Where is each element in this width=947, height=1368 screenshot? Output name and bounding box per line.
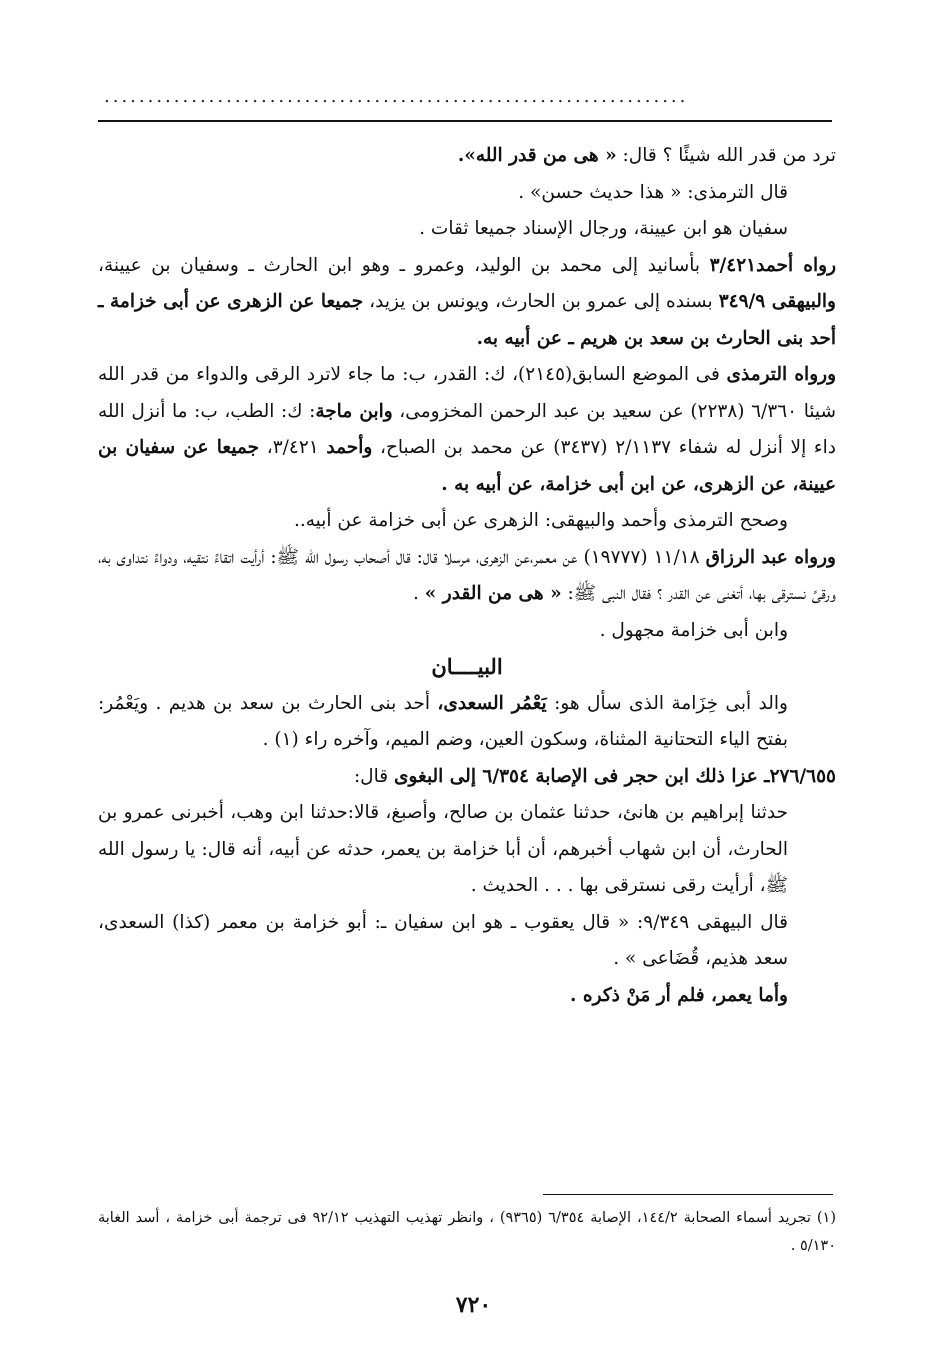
paragraph-11: حدثنا إبراهيم بن هانئ، حدثنا عثمان بن صالح، وأصبغ، قالا:حدثنا ابن وهب، أخبرنى عمرو بن الحارث، أن ابن شهاب أخبرهم، أن أبا خزامة بن يعمر، حدثه عن أبيه، أنه قال: يا رسول الله ﷺ، أرأيت رقى نسترقى بها . . . الحديث . — [98, 802, 788, 896]
paragraph-8: وابن أبى خزامة مجهول . — [599, 619, 788, 641]
page-number: ٧٢٠ — [455, 1292, 492, 1318]
header-dotted-line: ................................................................... — [104, 86, 689, 107]
paragraph-12: قال البيهقى ٩/٣٤٩: « قال يعقوب ـ هو ابن سفيان ـ: أبو خزامة بن معمر (كذا) السعدى، سعد هذيم، قُضَاعى » . — [98, 911, 789, 969]
header-rule — [98, 120, 832, 122]
paragraph-7: ورواه عبد الرزاق ١١/١٨ (١٩٧٧٧) عن معمر،عن الزهرى، مرسلا قال: قال أصحاب رسول الله ﷺ: أرأيت اتقاءً نتقيه، ودواءً نتداوى به، ورقىً نسترقى بها، أتغنى عن القدر ؟ فقال النبى ﷺ: « هى من القدر » . — [98, 546, 836, 604]
paragraph-5: ورواه الترمذى فى الموضع السابق(٢١٤٥)، ك: القدر، ب: ما جاء لاترد الرقى والدواء من قدر الله شيئا ٦/٣٦٠ (٢٢٣٨) عن سعيد بن عبد الرحمن المخزومى، وابن ماجة: ك: الطب، ب: ما أنزل الله داء إلا أنزل له شفاء ٢/١١٣٧ (٣٤٣٧) عن محمد بن الصباح، وأحمد ٣/٤٢١، جميعا عن سفيان بن عيينة، عن الزهرى، عن ابن أبى خزامة، عن أبيه به . — [98, 364, 836, 495]
paragraph-10: ٢٧٦/٦٥٥ـ عزا ذلك ابن حجر فى الإصابة ٦/٣٥٤ إلى البغوى قال: — [353, 765, 836, 787]
footnote-rule — [543, 1194, 833, 1195]
paragraph-3: سفيان هو ابن عيينة، ورجال الإسناد جميعا ثقات . — [419, 218, 788, 239]
paragraph-1: ترد من قدر الله شيئًا ؟ قال: « هى من قدر الله». — [457, 145, 836, 166]
paragraph-6: وصحح الترمذى وأحمد والبيهقى: الزهرى عن أبى خزامة عن أبيه.. — [294, 510, 788, 531]
paragraph-2: قال الترمذى: « هذا حديث حسن» . — [518, 181, 788, 203]
paragraph-13: وأما يعمر، فلم أر مَنْ ذكره . — [570, 984, 788, 1006]
paragraph-9: والد أبى خِزَامة الذى سأل هو: يَعْمُر السعدى، أحد بنى الحارث بن سعد بن هديم . ويَعْمُر: بفتح الياء التحتانية المثناة، وسكون العين، وضم الميم، وآخره راء (١) . — [98, 692, 788, 750]
page-body — [98, 138, 836, 1014]
footnote: (١) تجريد أسماء الصحابة ١٤٤/٢، الإصابة ٦/٣٥٤ (٩٣٦٥) ، وانظر تهذيب التهذيب ٩٢/١٢ فى ترجمة أبى خزامة ، أسد الغابة ٥/١٣٠ . — [98, 1210, 836, 1254]
section-heading: البيــــان — [431, 654, 503, 679]
paragraph-4: رواه أحمد٣/٤٢١ بأسانيد إلى محمد بن الوليد، وعمرو ـ وهو ابن الحارث ـ وسفيان بن عيينة، والبيهقى ٣٤٩/٩ بسنده إلى عمرو بن الحارث، ويونس بن يزيد، جميعا عن الزهرى عن أبى خزامة ـ أحد بنى الحارث بن سعد بن هريم ـ عن أبيه به. — [98, 254, 836, 349]
